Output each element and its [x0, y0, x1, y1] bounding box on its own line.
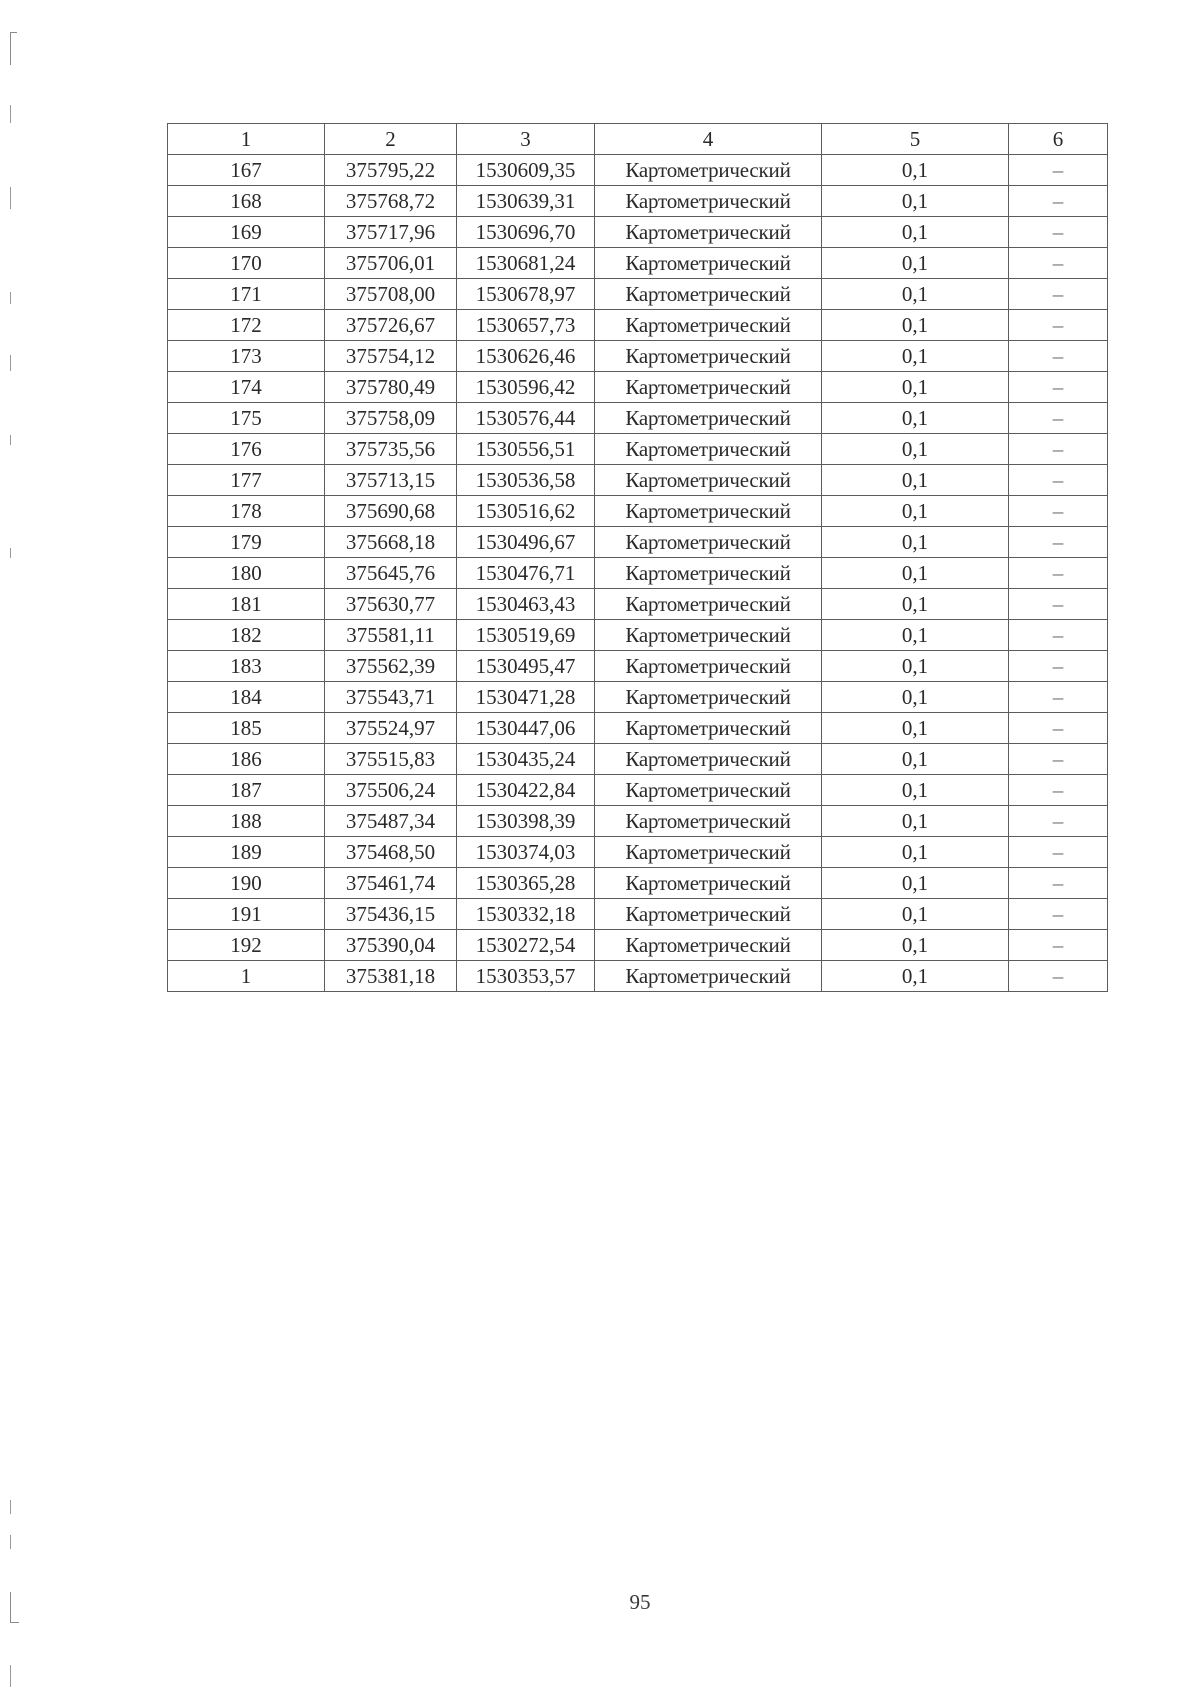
accuracy-cell: 0,1 [822, 558, 1009, 589]
scan-edge-mark-top [10, 32, 17, 65]
x-coordinate-cell: 375780,49 [325, 372, 457, 403]
table-row [168, 775, 1108, 806]
table-row [168, 217, 1108, 248]
method-cell: Картометрический [595, 806, 822, 837]
table-row [168, 527, 1108, 558]
y-coordinate-cell: 1530398,39 [457, 806, 595, 837]
note-cell: – [1009, 186, 1108, 217]
accuracy-cell: 0,1 [822, 372, 1009, 403]
x-coordinate-cell: 375581,11 [325, 620, 457, 651]
table-row [168, 651, 1108, 682]
accuracy-cell: 0,1 [822, 496, 1009, 527]
accuracy-cell: 0,1 [822, 682, 1009, 713]
method-cell: Картометрический [595, 589, 822, 620]
point-number-cell: 172 [168, 310, 325, 341]
method-cell: Картометрический [595, 217, 822, 248]
y-coordinate-cell: 1530422,84 [457, 775, 595, 806]
method-cell: Картометрический [595, 155, 822, 186]
method-cell: Картометрический [595, 961, 822, 992]
x-coordinate-cell: 375461,74 [325, 868, 457, 899]
accuracy-cell: 0,1 [822, 217, 1009, 248]
table-row [168, 434, 1108, 465]
method-cell: Картометрический [595, 837, 822, 868]
method-cell: Картометрический [595, 403, 822, 434]
table-row [168, 403, 1108, 434]
method-cell: Картометрический [595, 868, 822, 899]
scan-edge-mark [10, 292, 11, 304]
table-row [168, 806, 1108, 837]
x-coordinate-cell: 375390,04 [325, 930, 457, 961]
method-cell: Картометрический [595, 775, 822, 806]
y-coordinate-cell: 1530516,62 [457, 496, 595, 527]
note-cell: – [1009, 899, 1108, 930]
x-coordinate-cell: 375758,09 [325, 403, 457, 434]
x-coordinate-cell: 375795,22 [325, 155, 457, 186]
note-cell: – [1009, 930, 1108, 961]
accuracy-cell: 0,1 [822, 434, 1009, 465]
table-row [168, 744, 1108, 775]
x-coordinate-cell: 375690,68 [325, 496, 457, 527]
note-cell: – [1009, 651, 1108, 682]
accuracy-cell: 0,1 [822, 620, 1009, 651]
note-cell: – [1009, 775, 1108, 806]
table-row [168, 930, 1108, 961]
table-row [168, 589, 1108, 620]
accuracy-cell: 0,1 [822, 930, 1009, 961]
y-coordinate-cell: 1530639,31 [457, 186, 595, 217]
method-cell: Картометрический [595, 434, 822, 465]
y-coordinate-cell: 1530365,28 [457, 868, 595, 899]
method-cell: Картометрический [595, 527, 822, 558]
method-cell: Картометрический [595, 248, 822, 279]
point-number-cell: 178 [168, 496, 325, 527]
point-number-cell: 183 [168, 651, 325, 682]
y-coordinate-cell: 1530463,43 [457, 589, 595, 620]
note-cell: – [1009, 279, 1108, 310]
note-cell: – [1009, 217, 1108, 248]
table-row [168, 341, 1108, 372]
note-cell: – [1009, 961, 1108, 992]
y-coordinate-cell: 1530435,24 [457, 744, 595, 775]
note-cell: – [1009, 589, 1108, 620]
note-cell: – [1009, 496, 1108, 527]
accuracy-cell: 0,1 [822, 806, 1009, 837]
note-cell: – [1009, 465, 1108, 496]
accuracy-cell: 0,1 [822, 837, 1009, 868]
method-cell: Картометрический [595, 899, 822, 930]
point-number-cell: 179 [168, 527, 325, 558]
accuracy-cell: 0,1 [822, 589, 1009, 620]
scan-edge-mark [10, 1500, 11, 1514]
y-coordinate-cell: 1530681,24 [457, 248, 595, 279]
column-header: 1 [168, 124, 325, 155]
note-cell: – [1009, 372, 1108, 403]
point-number-cell: 173 [168, 341, 325, 372]
note-cell: – [1009, 620, 1108, 651]
point-number-cell: 170 [168, 248, 325, 279]
accuracy-cell: 0,1 [822, 527, 1009, 558]
point-number-cell: 182 [168, 620, 325, 651]
x-coordinate-cell: 375436,15 [325, 899, 457, 930]
table-row [168, 496, 1108, 527]
x-coordinate-cell: 375668,18 [325, 527, 457, 558]
note-cell: – [1009, 434, 1108, 465]
accuracy-cell: 0,1 [822, 279, 1009, 310]
y-coordinate-cell: 1530576,44 [457, 403, 595, 434]
y-coordinate-cell: 1530496,67 [457, 527, 595, 558]
table-row [168, 620, 1108, 651]
table-row [168, 961, 1108, 992]
accuracy-cell: 0,1 [822, 248, 1009, 279]
x-coordinate-cell: 375717,96 [325, 217, 457, 248]
method-cell: Картометрический [595, 279, 822, 310]
note-cell: – [1009, 403, 1108, 434]
point-number-cell: 188 [168, 806, 325, 837]
y-coordinate-cell: 1530609,35 [457, 155, 595, 186]
point-number-cell: 1 [168, 961, 325, 992]
table-row [168, 465, 1108, 496]
y-coordinate-cell: 1530596,42 [457, 372, 595, 403]
method-cell: Картометрический [595, 620, 822, 651]
column-header: 3 [457, 124, 595, 155]
accuracy-cell: 0,1 [822, 465, 1009, 496]
table-row [168, 186, 1108, 217]
table-row [168, 558, 1108, 589]
x-coordinate-cell: 375768,72 [325, 186, 457, 217]
x-coordinate-cell: 375562,39 [325, 651, 457, 682]
note-cell: – [1009, 155, 1108, 186]
point-number-cell: 185 [168, 713, 325, 744]
x-coordinate-cell: 375645,76 [325, 558, 457, 589]
method-cell: Картометрический [595, 465, 822, 496]
accuracy-cell: 0,1 [822, 775, 1009, 806]
note-cell: – [1009, 713, 1108, 744]
note-cell: – [1009, 682, 1108, 713]
table-row [168, 279, 1108, 310]
accuracy-cell: 0,1 [822, 713, 1009, 744]
scan-edge-mark [10, 105, 11, 123]
method-cell: Картометрический [595, 310, 822, 341]
point-number-cell: 187 [168, 775, 325, 806]
method-cell: Картометрический [595, 744, 822, 775]
x-coordinate-cell: 375506,24 [325, 775, 457, 806]
point-number-cell: 190 [168, 868, 325, 899]
point-number-cell: 189 [168, 837, 325, 868]
note-cell: – [1009, 341, 1108, 372]
method-cell: Картометрический [595, 372, 822, 403]
table-row [168, 837, 1108, 868]
note-cell: – [1009, 558, 1108, 589]
accuracy-cell: 0,1 [822, 341, 1009, 372]
accuracy-cell: 0,1 [822, 155, 1009, 186]
point-number-cell: 177 [168, 465, 325, 496]
point-number-cell: 186 [168, 744, 325, 775]
x-coordinate-cell: 375713,15 [325, 465, 457, 496]
point-number-cell: 180 [168, 558, 325, 589]
y-coordinate-cell: 1530353,57 [457, 961, 595, 992]
y-coordinate-cell: 1530476,71 [457, 558, 595, 589]
x-coordinate-cell: 375487,34 [325, 806, 457, 837]
point-number-cell: 181 [168, 589, 325, 620]
point-number-cell: 175 [168, 403, 325, 434]
scan-edge-mark [10, 355, 11, 371]
table-row [168, 155, 1108, 186]
accuracy-cell: 0,1 [822, 651, 1009, 682]
table-row [168, 899, 1108, 930]
table-row [168, 682, 1108, 713]
table-row [168, 868, 1108, 899]
note-cell: – [1009, 744, 1108, 775]
method-cell: Картометрический [595, 713, 822, 744]
y-coordinate-cell: 1530678,97 [457, 279, 595, 310]
x-coordinate-cell: 375524,97 [325, 713, 457, 744]
x-coordinate-cell: 375754,12 [325, 341, 457, 372]
table-row [168, 248, 1108, 279]
x-coordinate-cell: 375468,50 [325, 837, 457, 868]
point-number-cell: 192 [168, 930, 325, 961]
x-coordinate-cell: 375543,71 [325, 682, 457, 713]
x-coordinate-cell: 375630,77 [325, 589, 457, 620]
accuracy-cell: 0,1 [822, 744, 1009, 775]
x-coordinate-cell: 375706,01 [325, 248, 457, 279]
table-row [168, 372, 1108, 403]
column-header: 6 [1009, 124, 1108, 155]
point-number-cell: 171 [168, 279, 325, 310]
scan-edge-mark [10, 187, 11, 209]
note-cell: – [1009, 806, 1108, 837]
y-coordinate-cell: 1530657,73 [457, 310, 595, 341]
accuracy-cell: 0,1 [822, 403, 1009, 434]
y-coordinate-cell: 1530626,46 [457, 341, 595, 372]
point-number-cell: 169 [168, 217, 325, 248]
note-cell: – [1009, 868, 1108, 899]
accuracy-cell: 0,1 [822, 899, 1009, 930]
x-coordinate-cell: 375515,83 [325, 744, 457, 775]
x-coordinate-cell: 375735,56 [325, 434, 457, 465]
method-cell: Картометрический [595, 930, 822, 961]
column-header: 5 [822, 124, 1009, 155]
y-coordinate-cell: 1530374,03 [457, 837, 595, 868]
x-coordinate-cell: 375726,67 [325, 310, 457, 341]
method-cell: Картометрический [595, 651, 822, 682]
method-cell: Картометрический [595, 186, 822, 217]
point-number-cell: 168 [168, 186, 325, 217]
note-cell: – [1009, 527, 1108, 558]
table-header-row [168, 124, 1108, 155]
y-coordinate-cell: 1530696,70 [457, 217, 595, 248]
method-cell: Картометрический [595, 558, 822, 589]
table-row [168, 310, 1108, 341]
x-coordinate-cell: 375708,00 [325, 279, 457, 310]
method-cell: Картометрический [595, 496, 822, 527]
accuracy-cell: 0,1 [822, 310, 1009, 341]
x-coordinate-cell: 375381,18 [325, 961, 457, 992]
y-coordinate-cell: 1530447,06 [457, 713, 595, 744]
point-number-cell: 191 [168, 899, 325, 930]
y-coordinate-cell: 1530536,58 [457, 465, 595, 496]
accuracy-cell: 0,1 [822, 868, 1009, 899]
accuracy-cell: 0,1 [822, 961, 1009, 992]
point-number-cell: 167 [168, 155, 325, 186]
scan-edge-mark [10, 548, 11, 558]
page-number: 95 [629, 1590, 651, 1614]
note-cell: – [1009, 837, 1108, 868]
y-coordinate-cell: 1530556,51 [457, 434, 595, 465]
method-cell: Картометрический [595, 682, 822, 713]
column-header: 4 [595, 124, 822, 155]
scan-edge-mark [10, 1535, 11, 1549]
table-body [168, 155, 1108, 992]
y-coordinate-cell: 1530272,54 [457, 930, 595, 961]
point-number-cell: 176 [168, 434, 325, 465]
note-cell: – [1009, 310, 1108, 341]
y-coordinate-cell: 1530495,47 [457, 651, 595, 682]
method-cell: Картометрический [595, 341, 822, 372]
table-row [168, 713, 1108, 744]
scan-edge-mark [10, 1665, 11, 1687]
scan-edge-mark [10, 435, 11, 445]
y-coordinate-cell: 1530519,69 [457, 620, 595, 651]
note-cell: – [1009, 248, 1108, 279]
y-coordinate-cell: 1530332,18 [457, 899, 595, 930]
point-number-cell: 184 [168, 682, 325, 713]
accuracy-cell: 0,1 [822, 186, 1009, 217]
y-coordinate-cell: 1530471,28 [457, 682, 595, 713]
point-number-cell: 174 [168, 372, 325, 403]
column-header: 2 [325, 124, 457, 155]
coordinates-table [167, 123, 1108, 992]
